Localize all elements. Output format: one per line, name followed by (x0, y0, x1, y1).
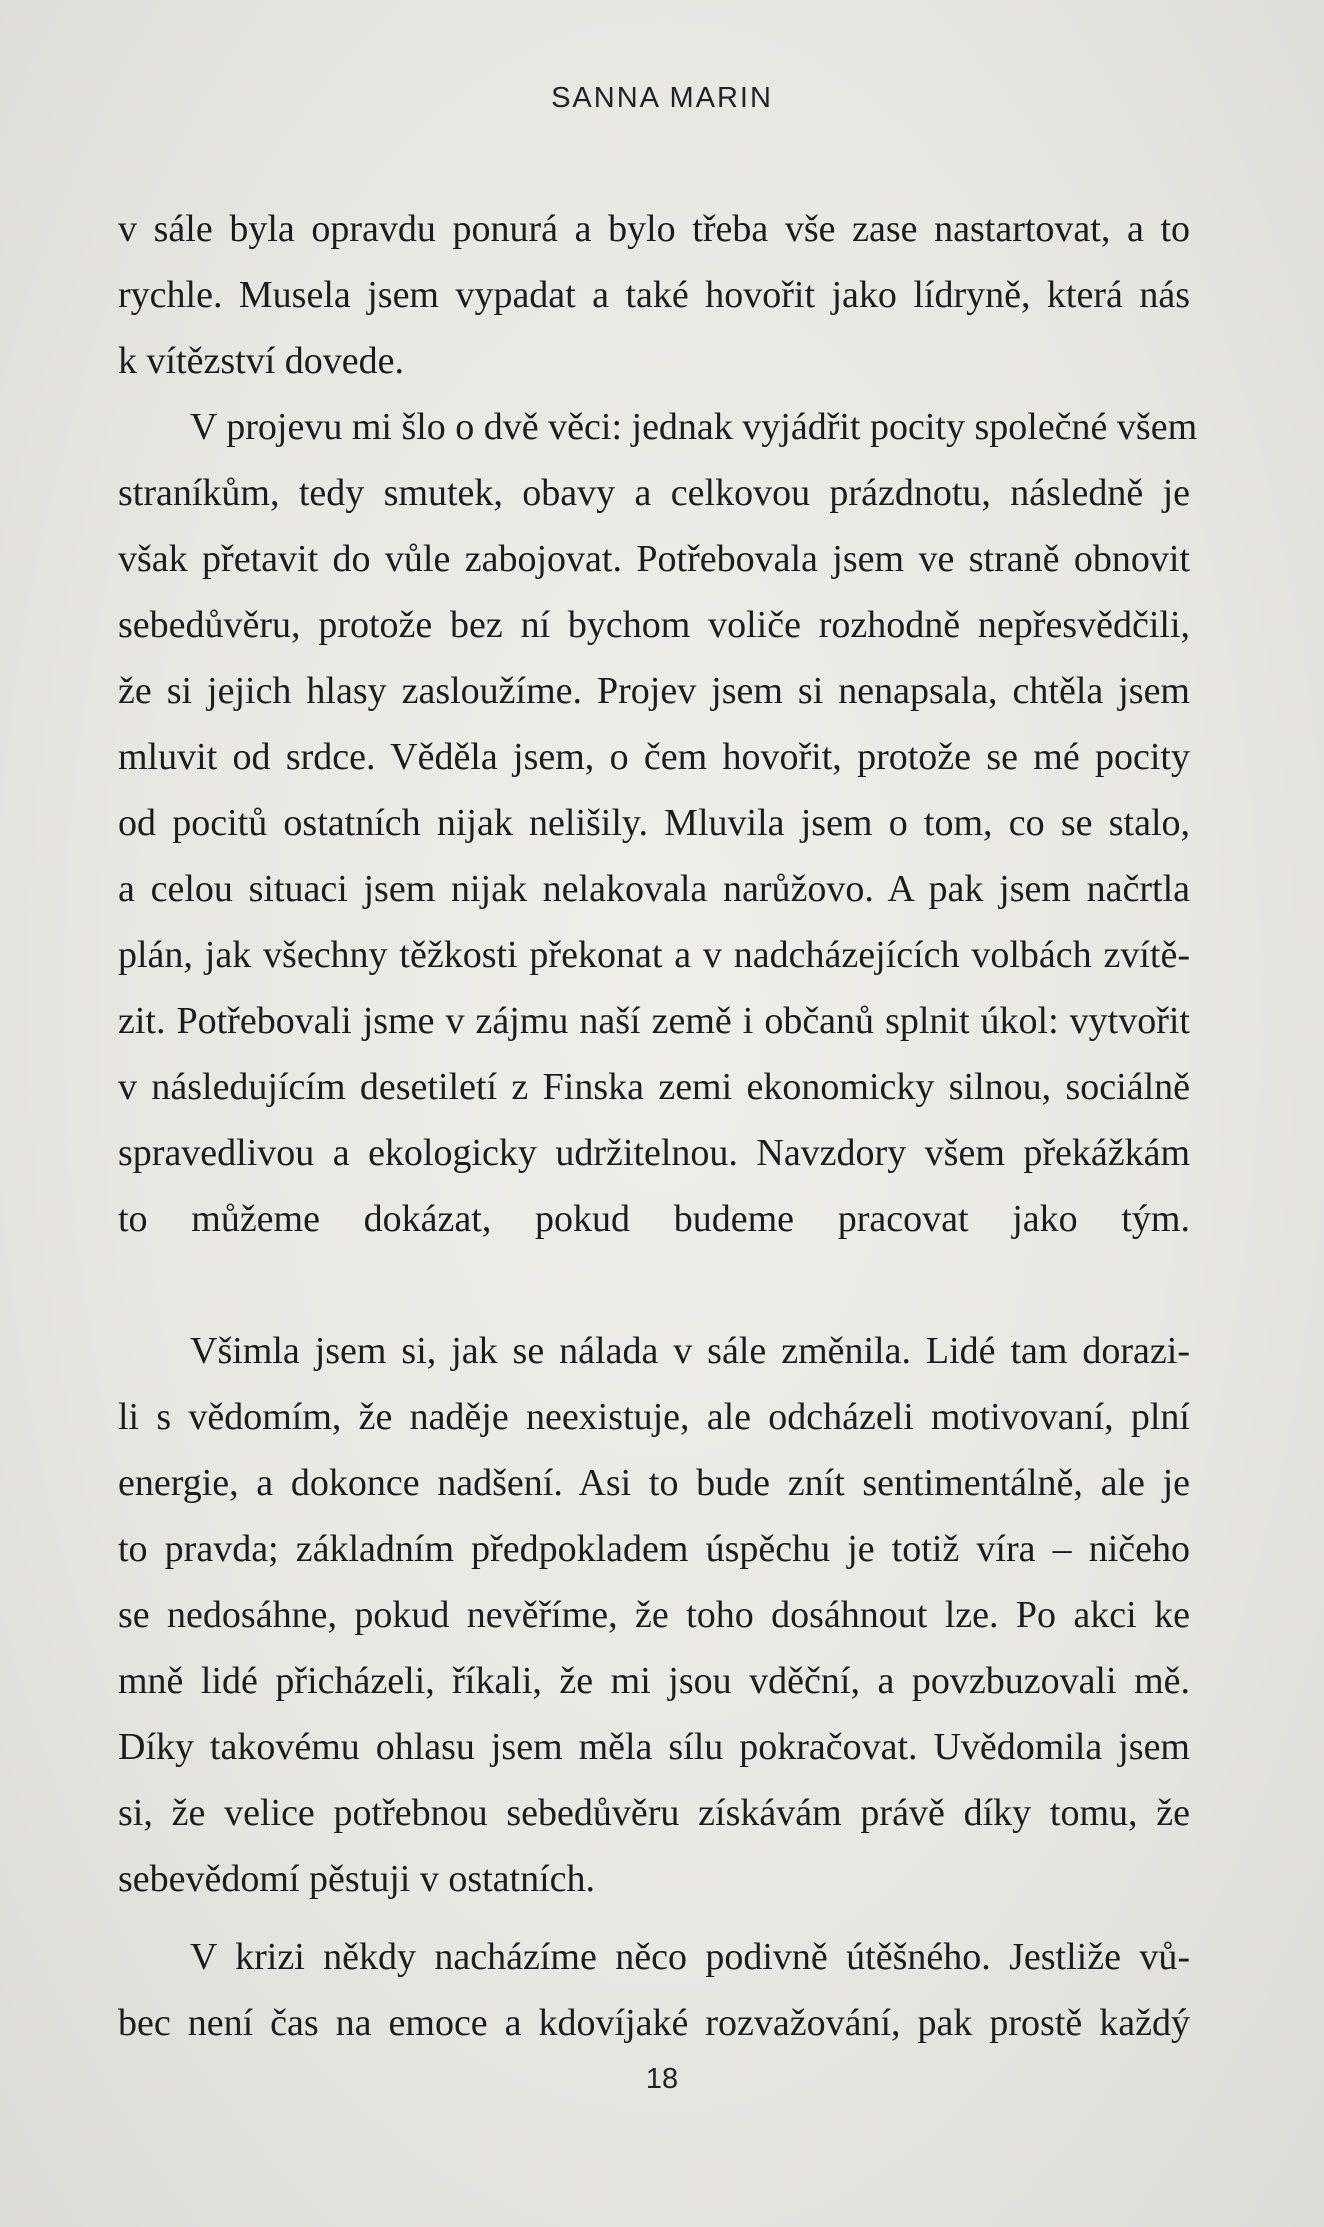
paragraph (118, 394, 1198, 1318)
text-line: to pravda; základním předpokladem úspěchu je totiž víra – ničeho (118, 1528, 1190, 1570)
text-line: Všimla jsem si, jak se nálada v sále změnila. Lidé tam dorazi- (190, 1330, 1190, 1372)
text-line: rychle. Musela jsem vypadat a také hovořit jako lídryně, která nás (118, 274, 1190, 316)
text-line: zit. Potřebovali jsme v zájmu naší země i občanů splnit úkol: vytvořit (118, 1000, 1190, 1042)
paragraph (118, 1318, 1190, 1912)
text-line: k vítězství dovede. (118, 340, 404, 382)
text-line: li s vědomím, že naděje neexistuje, ale odcházeli motivovaní, plní (118, 1396, 1190, 1438)
body-text (118, 196, 1198, 2056)
text-line: mně lidé přicházeli, říkali, že mi jsou vděční, a povzbuzovali mě. (118, 1660, 1190, 1702)
text-line: spravedlivou a ekologicky udržitelnou. Navzdory všem překážkám (118, 1132, 1190, 1174)
text-line: V krizi někdy nacházíme něco podivně útěšného. Jestliže vů- (190, 1936, 1190, 1978)
text-line: energie, a dokonce nadšení. Asi to bude znít sentimentálně, ale je (118, 1462, 1190, 1504)
text-line: bec není čas na emoce a kdovíjaké rozvažování, pak prostě každý (118, 2002, 1190, 2044)
text-line: Díky takovému ohlasu jsem měla sílu pokračovat. Uvědomila jsem (118, 1726, 1190, 1768)
paragraph (118, 196, 1190, 394)
text-line: však přetavit do vůle zabojovat. Potřebovala jsem ve straně obnovit (118, 538, 1190, 580)
text-line: že si jejich hlasy zasloužíme. Projev jsem si nenapsala, chtěla jsem (118, 670, 1190, 712)
text-line: straníkům, tedy smutek, obavy a celkovou prázdnotu, následně je (118, 472, 1190, 514)
text-line: V projevu mi šlo o dvě věci: jednak vyjádřit pocity společné všem (190, 406, 1198, 448)
text-line: sebevědomí pěstuji v ostatních. (118, 1858, 596, 1900)
text-line: od pocitů ostatních nijak nelišily. Mluvila jsem o tom, co se stalo, (118, 802, 1190, 844)
page-number: 18 (645, 2063, 679, 2095)
paragraph (118, 1924, 1190, 2056)
text-line: mluvit od srdce. Věděla jsem, o čem hovořit, protože se mé pocity (118, 736, 1190, 778)
text-line: a celou situaci jsem nijak nelakovala narůžovo. A pak jsem načrtla (118, 868, 1190, 910)
text-line: v následujícím desetiletí z Finska zemi ekonomicky silnou, sociálně (118, 1066, 1190, 1108)
text-line: se nedosáhne, pokud nevěříme, že toho dosáhnout lze. Po akci ke (118, 1594, 1190, 1636)
text-line: plán, jak všechny těžkosti překonat a v nadcházejících volbách zvítě- (118, 934, 1190, 976)
text-line: sebedůvěru, protože bez ní bychom voliče rozhodně nepřesvědčili, (118, 604, 1190, 646)
text-line: v sále byla opravdu ponurá a bylo třeba vše zase nastartovat, a to (118, 208, 1190, 250)
text-line (118, 1252, 1190, 1318)
running-head: SANNA MARIN (551, 82, 773, 114)
text-line: to můžeme dokázat, pokud budeme pracovat jako tým. (118, 1198, 1190, 1240)
text-line: si, že velice potřebnou sebedůvěru získávám právě díky tomu, že (118, 1792, 1190, 1834)
